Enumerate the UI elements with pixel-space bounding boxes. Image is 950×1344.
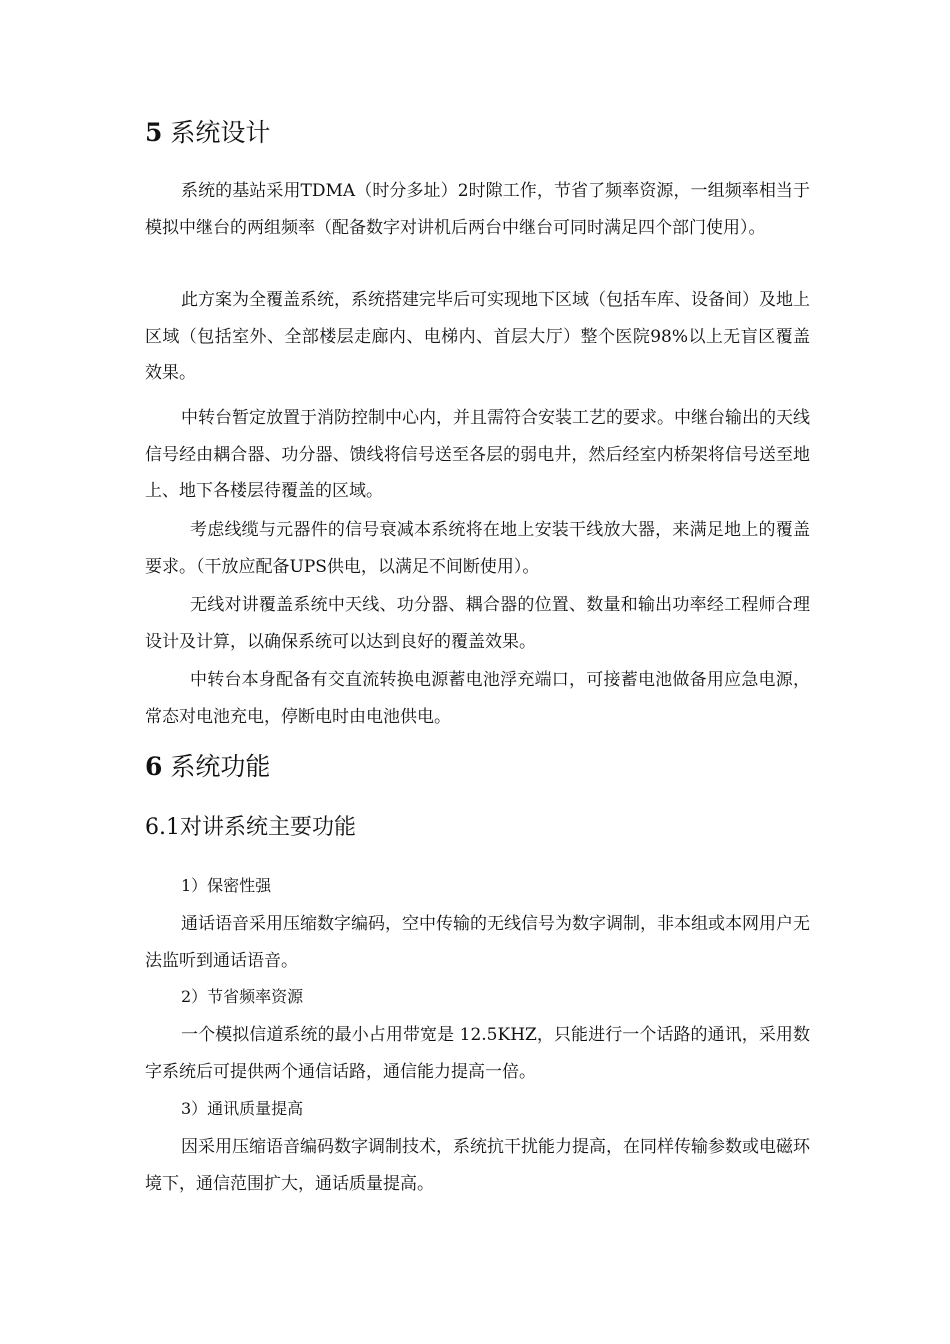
section-6-heading	[145, 751, 270, 783]
function-item-2-label: 2）节省频率资源	[181, 987, 304, 1006]
section-5-paragraph-1: 系统的基站采用TDMA（时分多址）2时隙工作，节省了频率资源，一组频率相当于模拟中继台的两组频率（配备数字对讲机后两台中继台可同时满足四个部门使用）。	[145, 181, 810, 238]
section-6-title: 系统功能	[170, 752, 271, 781]
section-5-paragraph-2: 此方案为全覆盖系统，系统搭建完毕后可实现地下区域（包括车库、设备间）及地上区域（包括室外、全部楼层走廊内、电梯内、首层大厅）整个医院98%以上无盲区覆盖效果。	[145, 290, 810, 383]
function-item-3-label: 3）通讯质量提高	[181, 1099, 304, 1118]
section-5-heading	[145, 117, 270, 149]
subsection-6-1-heading: 6.1对讲系统主要功能	[145, 815, 356, 840]
section-6-number: 6	[145, 752, 163, 781]
section-5-paragraph-4: 考虑线缆与元器件的信号衰减本系统将在地上安装干线放大器，来满足地上的覆盖要求。（干放应配备UPS供电，以满足不间断使用）。	[145, 520, 810, 577]
section-5-number: 5	[145, 118, 163, 147]
function-item-1-text: 通话语音采用压缩数字编码，空中传输的无线信号为数字调制，非本组或本网用户无法监听到通话语音。	[145, 914, 810, 971]
function-item-3-text: 因采用压缩语音编码数字调制技术，系统抗干扰能力提高，在同样传输参数或电磁环境下，通信范围扩大，通话质量提高。	[145, 1137, 810, 1194]
section-5-paragraph-3: 中转台暂定放置于消防控制中心内，并且需符合安装工艺的要求。中继台输出的天线信号经由耦合器、功分器、馈线将信号送至各层的弱电井，然后经室内桥架将信号送至地上、地下各楼层待覆盖的区域。	[145, 408, 810, 501]
section-5-paragraph-6: 中转台本身配备有交直流转换电源蓄电池浮充端口，可接蓄电池做备用应急电源，常态对电池充电，停断电时由电池供电。	[145, 670, 810, 727]
section-5-title: 系统设计	[170, 118, 271, 147]
section-5-paragraph-5: 无线对讲覆盖系统中天线、功分器、耦合器的位置、数量和输出功率经工程师合理设计及计算，以确保系统可以达到良好的覆盖效果。	[145, 595, 810, 652]
function-item-2-text: 一个模拟信道系统的最小占用带宽是 12.5KHZ，只能进行一个话路的通讯，采用数字系统后可提供两个通信话路，通信能力提高一倍。	[145, 1025, 810, 1082]
function-item-1-label: 1）保密性强	[181, 876, 272, 895]
